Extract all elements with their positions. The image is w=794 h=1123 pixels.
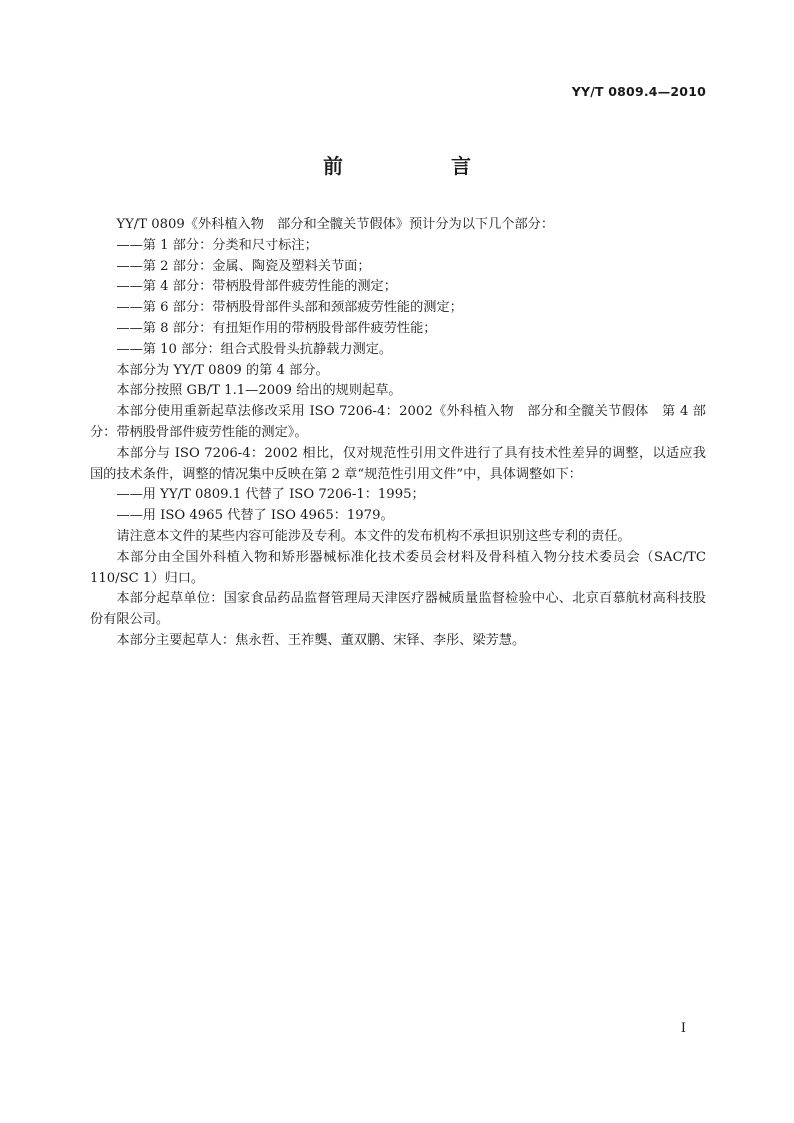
list-item-part-8: ——第 8 部分：有扭矩作用的带柄股骨部件疲劳性能；	[116, 320, 437, 336]
paragraph-drafters: 本部分主要起草人：焦永哲、王祚龑、董双鹏、宋铎、李彤、梁芳慧。	[116, 632, 526, 648]
list-item-replacement-1: ——用 YY/T 0809.1 代替了 ISO 7206-1：1995；	[116, 487, 425, 503]
list-item-part-10: ——第 10 部分：组合式股骨头抗静载力测定。	[116, 341, 393, 357]
list-item-replacement-2: ——用 ISO 4965 代替了 ISO 4965：1979。	[116, 508, 394, 524]
paragraph-drafting-units: 本部分起草单位：国家食品药品监督管理局天津医疗器械质量监督检验中心、北京百慕航材高科技股份有限公司。	[90, 591, 706, 628]
paragraph-differences: 本部分与 ISO 7206-4：2002 相比，仅对规范性引用文件进行了具有技术性差异的调整，以适应我国的技术条件，调整的情况集中反映在第 2 章“规范性引用文件”中，具体调整如下：	[90, 445, 706, 482]
list-item-part-4: ——第 4 部分：带柄股骨部件疲劳性能的测定；	[116, 279, 397, 295]
paragraph-adoption: 本部分使用重新起草法修改采用 ISO 7206-4：2002《外科植入物 部分和全髋关节假体 第 4 部分：带柄股骨部件疲劳性能的测定》。	[90, 404, 706, 440]
foreword-body	[90, 215, 706, 652]
paragraph-jurisdiction: 本部分由全国外科植入物和矫形器械标准化技术委员会材料及骨科植入物分技术委员会（SAC/TC 110/SC 1）归口。	[90, 549, 706, 586]
paragraph-intro: YY/T 0809《外科植入物 部分和全髋关节假体》预计分为以下几个部分：	[116, 217, 555, 232]
standard-number: YY/T 0809.4—2010	[571, 84, 706, 99]
page-title: 前 言	[323, 154, 515, 178]
list-item-part-2: ——第 2 部分：金属、陶瓷及塑料关节面；	[116, 258, 371, 274]
paragraph-drafting-rules: 本部分按照 GB/T 1.1—2009 给出的规则起草。	[116, 383, 402, 399]
list-item-part-6: ——第 6 部分：带柄股骨部件头部和颈部疲劳性能的测定；	[116, 300, 463, 316]
paragraph-patent-notice: 请注意本文件的某些内容可能涉及专利。本文件的发布机构不承担识别这些专利的责任。	[116, 528, 631, 544]
list-item-part-1: ——第 1 部分：分类和尺寸标注；	[116, 237, 318, 253]
page-number: I	[680, 1021, 686, 1036]
paragraph-part-statement: 本部分为 YY/T 0809 的第 4 部分。	[116, 362, 329, 378]
